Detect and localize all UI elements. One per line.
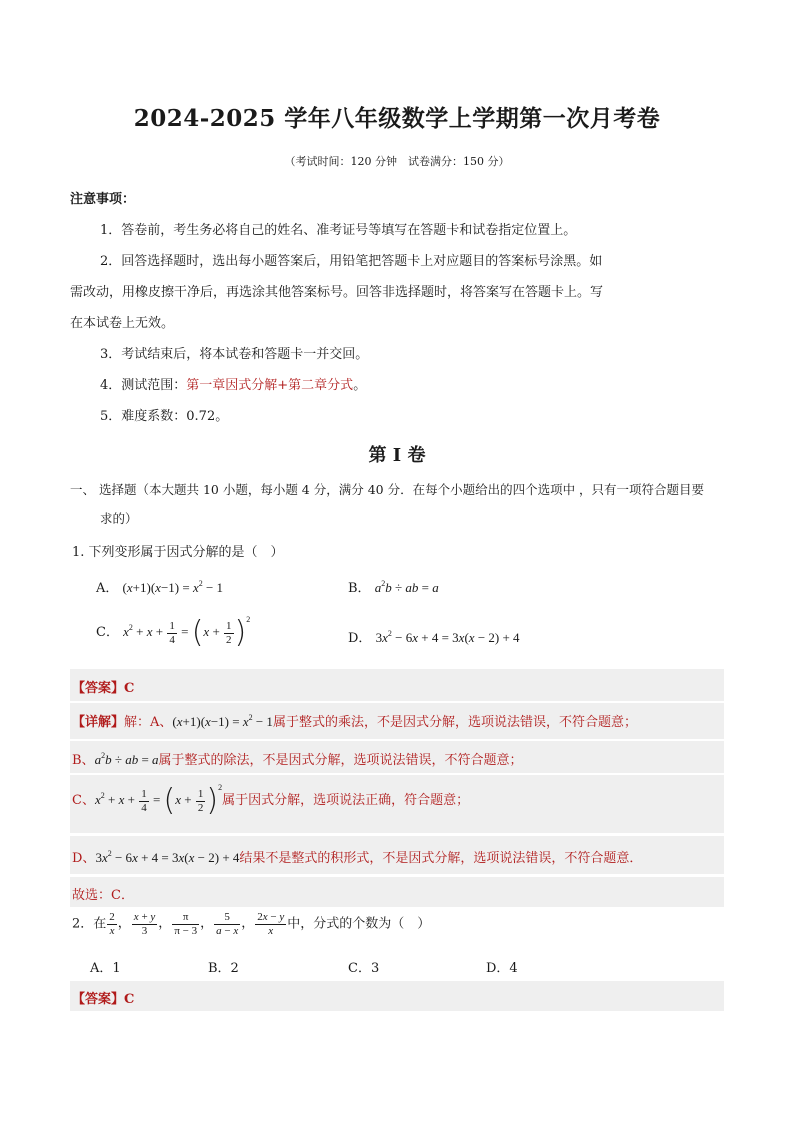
- q1-detail-d: [72, 847, 642, 866]
- exam-info: （考试时间：120 分钟 试卷满分：150 分）: [284, 155, 510, 168]
- q1-option-b: [348, 577, 439, 596]
- q1-conclusion: 故选：C．: [72, 888, 134, 903]
- notice-heading: 注意事项：: [70, 192, 136, 207]
- q1-option-c: [96, 614, 251, 650]
- q2-option-d: D．4: [486, 961, 518, 976]
- notice-item-1: 1．答卷前，考生务必将自己的姓名、准考证号等填写在答题卡和试卷指定位置上。: [100, 223, 577, 238]
- notice-item-2-line1: 2．回答选择题时，选出每小题答案后，用铅笔把答题卡上对应题目的答案标号涂黑。如: [100, 254, 603, 269]
- q1-detail-d-text: 结果不是整式的积形式，不是因式分解，选项说法错误，不符合题意．: [239, 851, 643, 866]
- q1-detail-b: [72, 749, 523, 768]
- q1-option-b-expr: $a^2b$ ÷ ab = a: [374, 579, 439, 595]
- q1-option-a-label: A．: [96, 581, 119, 596]
- q2-stem-prefix: 2．在: [72, 916, 107, 932]
- notice-item-2-line2: 需改动，用橡皮擦干净后，再选涂其他答案标号。回答非选择题时，将答案写在答题卡上。写: [70, 285, 604, 300]
- q1-answer-value: C: [124, 681, 135, 696]
- q1-detail-c-intro: C、: [72, 792, 95, 808]
- q1-option-a: [96, 577, 223, 596]
- q1-stem: 1. 下列变形属于因式分解的是（ ）: [72, 545, 284, 560]
- q1-option-d: [348, 627, 520, 646]
- notice-item-3: 3．考试结束后，将本试卷和答题卡一并交回。: [100, 347, 369, 362]
- q2-answer-tag: 【答案】: [72, 992, 125, 1007]
- q1-detail-a-expr: $(x+1)(x-1) = x^2 - 1$: [172, 713, 273, 729]
- q1-detail-c: [72, 782, 470, 818]
- test-range: 第一章因式分解+第二章分式: [186, 378, 354, 393]
- notice-item-5: 5．难度系数：0.72。: [100, 409, 229, 424]
- q2-fractions: $\frac{2}{x}$ ， $\frac{x + y}{3}$ ， $\frac{\pi}{\pi - 3}$ ， $\frac{5}{a - x}$ ， $\frac{2x - y}{x}$: [109, 911, 285, 937]
- notice-item-4-suffix: 。: [353, 378, 367, 393]
- q1-detail-tag: 【详解】: [72, 715, 125, 730]
- q2-answer-value: C: [124, 992, 135, 1007]
- q1-option-a-expr: $(x+1)(x-1) = x^2 - 1$: [122, 579, 224, 595]
- q1-option-d-expr: $3x^2 - 6x + 4 = 3x(x - 2) + 4$: [375, 629, 520, 645]
- q1-detail-b-intro: B、: [72, 753, 95, 768]
- q2-stem: [72, 911, 430, 938]
- q2-option-a: A．1: [90, 961, 121, 976]
- q1-answer-tag: 【答案】: [72, 681, 125, 696]
- part1-heading-line2: 求的）: [100, 511, 138, 526]
- q1-detail-b-text: 属于整式的除法，不是因式分解，选项说法错误，不符合题意；: [158, 753, 523, 768]
- q1-detail-d-intro: D、: [72, 851, 96, 866]
- section-title: 第 Ⅰ 卷: [368, 445, 426, 466]
- q1-option-d-label: D．: [348, 631, 372, 646]
- q1-detail-c-text: 属于因式分解，选项说法正确，符合题意；: [222, 792, 470, 808]
- q1-detail-d-expr: $3x^2 - 6x + 4 = 3x(x - 2) + 4$: [95, 849, 240, 865]
- q1-option-b-label: B．: [348, 581, 371, 596]
- q2-stem-suffix: 中，分式的个数为（ ）: [287, 916, 431, 932]
- q1-option-c-expr: $x^2 + x$ + $\frac{1}{4}$ = (x + $\frac{1}{2}$ )$^2$: [123, 614, 251, 650]
- answer-box-q2: [70, 981, 724, 1011]
- q1-answer: [72, 677, 134, 696]
- answer-box-q1: [70, 669, 724, 701]
- notice-item-4-prefix: 4．测试范围：: [100, 378, 187, 393]
- notice-item-2-line3: 在本试卷上无效。: [70, 316, 175, 331]
- q1-detail-a-text: 属于整式的乘法，不是因式分解，选项说法错误，不符合题意；: [272, 715, 637, 730]
- q1-detail-a-intro: 解：A、: [124, 715, 173, 730]
- q1-detail-b-expr: $a^2b$ ÷ ab = a: [94, 751, 159, 767]
- conclusion-box: [70, 877, 724, 907]
- q1-detail-a: [72, 711, 637, 730]
- page-title: 2024-2025 学年八年级数学上学期第一次月考卷: [133, 105, 661, 132]
- q1-option-c-label: C．: [96, 624, 119, 640]
- q2-answer: [72, 988, 134, 1007]
- notice-item-4: [100, 374, 366, 393]
- q2-option-b: B．2: [208, 961, 239, 976]
- q2-option-c: C．3: [348, 961, 380, 976]
- q1-detail-c-expr: $x^2 + x$ + $\frac{1}{4}$ = (x + $\frac{1}{2}$ )$^2$: [94, 782, 223, 818]
- part1-heading-line1: 一、 选择题（本大题共 10 小题，每小题 4 分，满分 40 分．在每个小题给出的四个选项中 ，只有一项符合题目要: [70, 482, 705, 497]
